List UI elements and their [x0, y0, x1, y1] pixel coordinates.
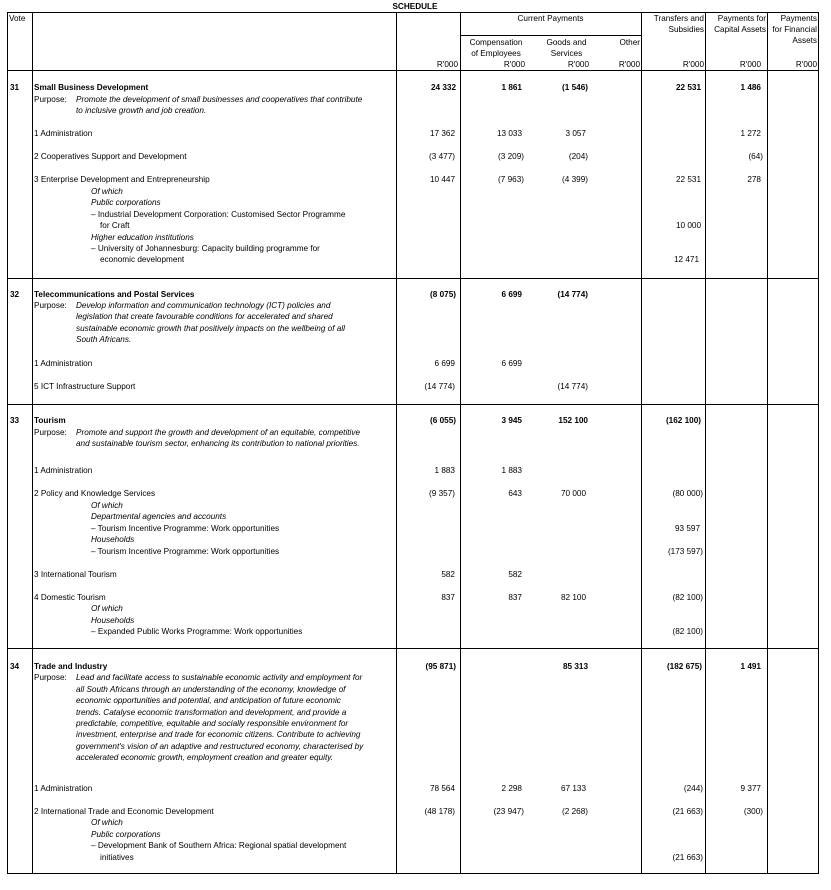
group-heading: Households	[91, 535, 135, 544]
cell-compensation: 2 298	[501, 784, 522, 793]
purpose-label: Purpose:	[34, 428, 67, 437]
cell-goods: (4 399)	[562, 175, 588, 184]
programme-label: 1 Administration	[34, 784, 93, 793]
purpose-text: legislation that create favourable conditions for accelerated and shared	[76, 312, 333, 321]
cell-transfers: 10 000	[675, 221, 701, 230]
header-bottom-border	[7, 70, 819, 71]
purpose-text: to inclusive growth and job creation.	[76, 106, 207, 115]
schedule-title: SCHEDULE	[392, 2, 438, 11]
cell-transfers: (21 663)	[672, 853, 703, 862]
unit-label: R'000	[567, 60, 589, 69]
of-which-label: Of which	[91, 187, 123, 196]
col-border	[32, 12, 33, 874]
col-border	[705, 12, 706, 874]
cell-transfers: (82 100)	[672, 627, 703, 636]
cell-compensation: (23 947)	[493, 807, 524, 816]
cell-total: 78 564	[429, 784, 455, 793]
cell-transfers: (173 597)	[667, 547, 703, 556]
cell-total: (9 357)	[429, 489, 455, 498]
vote-goods: 152 100	[558, 416, 588, 425]
programme-label: 2 Policy and Knowledge Services	[34, 489, 156, 498]
cell-goods: (14 774)	[557, 382, 588, 391]
goods-services-header: Services	[550, 49, 583, 58]
cell-transfers: (244)	[683, 784, 703, 793]
purpose-text: South Africans.	[76, 335, 132, 344]
capital-assets-header: Capital Assets	[714, 25, 766, 34]
vote-goods: (14 774)	[557, 290, 588, 299]
capital-assets-header: Payments for	[717, 14, 766, 23]
purpose-text: Promote and support the growth and development of an equitable, competitive	[76, 428, 361, 437]
vote-goods: (1 546)	[562, 83, 588, 92]
cell-capital: (64)	[748, 152, 763, 161]
purpose-label: Purpose:	[34, 301, 67, 310]
detail-line: – Tourism Incentive Programme: Work opportunities	[91, 524, 280, 533]
cell-goods: 3 057	[565, 129, 586, 138]
vote-transfers: (182 675)	[666, 662, 702, 671]
col-border	[818, 12, 819, 874]
cell-goods: 67 133	[560, 784, 586, 793]
cell-capital: (300)	[743, 807, 763, 816]
detail-line: – Expanded Public Works Programme: Work opportunities	[91, 627, 303, 636]
group-heading: Higher education institutions	[91, 233, 194, 242]
vote-total: (6 055)	[430, 416, 456, 425]
group-heading: Public corporations	[91, 198, 161, 207]
purpose-label: Purpose:	[34, 95, 67, 104]
unit-label: R'000	[618, 60, 640, 69]
vote-name: Tourism	[34, 416, 66, 425]
vote-number: 32	[10, 290, 20, 299]
cell-total: 582	[441, 570, 455, 579]
vote-number: 31	[10, 83, 20, 92]
cell-goods: (2 268)	[562, 807, 588, 816]
cell-total: (48 178)	[424, 807, 455, 816]
detail-line: for Craft	[100, 221, 130, 230]
vote-number: 33	[10, 416, 20, 425]
vote-name: Trade and Industry	[34, 662, 108, 671]
col-border	[7, 12, 8, 874]
vote-compensation: 1 861	[501, 83, 522, 92]
purpose-text: economic opportunities and potential, and anticipation of future economic	[76, 696, 341, 705]
vote-name: Small Business Development	[34, 83, 149, 92]
vote-header: Vote	[9, 14, 26, 23]
table-bottom-border	[7, 873, 819, 874]
cell-compensation: 837	[508, 593, 522, 602]
of-which-label: Of which	[91, 501, 123, 510]
group-heading: Departmental agencies and accounts	[91, 512, 227, 521]
cell-capital: 9 377	[740, 784, 761, 793]
cell-transfers: 22 531	[675, 175, 701, 184]
cell-total: (14 774)	[424, 382, 455, 391]
programme-label: 2 International Trade and Economic Development	[34, 807, 214, 816]
transfers-header: Subsidies	[668, 25, 704, 34]
detail-line: economic development	[100, 255, 185, 264]
vote-name: Telecommunications and Postal Services	[34, 290, 195, 299]
vote-transfers: (162 100)	[665, 416, 701, 425]
detail-line: – Development Bank of Southern Africa: Regional spatial development	[91, 841, 347, 850]
vote-total: (95 871)	[425, 662, 456, 671]
cell-total: 10 447	[429, 175, 455, 184]
detail-line: initiatives	[100, 853, 134, 862]
cell-compensation: 1 883	[501, 466, 522, 475]
cell-total: 6 699	[434, 359, 455, 368]
unit-label: R'000	[503, 60, 525, 69]
group-heading: Public corporations	[91, 830, 161, 839]
vote-transfers: 22 531	[675, 83, 701, 92]
purpose-text: Develop information and communication technology (ICT) policies and	[76, 301, 331, 310]
vote-compensation: 6 699	[501, 290, 522, 299]
cell-goods: 70 000	[560, 489, 586, 498]
purpose-text: and sustainable tourism sector, enhancing its contribution to national priorities.	[76, 439, 360, 448]
vote-separator	[7, 278, 819, 279]
vote-goods: 85 313	[562, 662, 588, 671]
cell-goods: 82 100	[560, 593, 586, 602]
goods-services-header: Goods and	[546, 38, 587, 47]
purpose-text: Lead and facilitate access to sustainable economic activity and employment for	[76, 673, 363, 682]
purpose-label: Purpose:	[34, 673, 67, 682]
cell-transfers: (80 000)	[672, 489, 703, 498]
programme-label: 3 Enterprise Development and Entrepreneurship	[34, 175, 210, 184]
cell-compensation: 643	[508, 489, 522, 498]
cell-capital: 1 272	[740, 129, 761, 138]
compensation-header: of Employees	[471, 49, 521, 58]
cell-total: (3 477)	[429, 152, 455, 161]
vote-separator	[7, 648, 819, 649]
cell-compensation: (3 209)	[498, 152, 524, 161]
cell-transfers: (21 663)	[672, 807, 703, 816]
vote-capital: 1 486	[740, 83, 761, 92]
compensation-header: Compensation	[469, 38, 523, 47]
purpose-text: trends. Catalyse economic transformation and development, and provide a	[76, 708, 347, 717]
other-header: Other	[619, 38, 640, 47]
programme-label: 5 ICT Infrastructure Support	[34, 382, 136, 391]
financial-assets-header: Assets	[792, 36, 817, 45]
cell-transfers: (82 100)	[672, 593, 703, 602]
programme-label: 4 Domestic Tourism	[34, 593, 106, 602]
detail-line: – University of Johannesburg: Capacity building programme for	[91, 244, 320, 253]
of-which-label: Of which	[91, 818, 123, 827]
unit-label: R'000	[795, 60, 817, 69]
purpose-text: government's vision of an adaptive and restructured economy, characterised by	[76, 742, 364, 751]
of-which-label: Of which	[91, 604, 123, 613]
purpose-text: predictable, competitive, equitable and socially responsible environment for	[76, 719, 349, 728]
col-border	[396, 12, 397, 874]
current-payments-header: Current Payments	[517, 14, 584, 23]
transfers-header: Transfers and	[653, 14, 704, 23]
current-payments-underline	[460, 35, 641, 36]
purpose-text: sustainable economic growth that positively impacts on the wellbeing of all	[76, 324, 345, 333]
purpose-text: Promote the development of small businesses and cooperatives that contribute	[76, 95, 363, 104]
cell-total: 17 362	[429, 129, 455, 138]
cell-total: 1 883	[434, 466, 455, 475]
unit-label: R'000	[739, 60, 761, 69]
detail-line: – Industrial Development Corporation: Customised Sector Programme	[91, 210, 346, 219]
vote-total: (8 075)	[430, 290, 456, 299]
vote-capital: 1 491	[740, 662, 761, 671]
vote-compensation: 3 945	[501, 416, 522, 425]
vote-total: 24 332	[430, 83, 456, 92]
col-border	[460, 12, 461, 874]
purpose-text: all South Africans through an understanding of the economy, knowledge of	[76, 685, 346, 694]
programme-label: 1 Administration	[34, 466, 93, 475]
unit-label: R'000	[436, 60, 458, 69]
unit-label: R'000	[682, 60, 704, 69]
purpose-text: investment, enterprise and trade for economic citizens. Contribute to achieving	[76, 730, 361, 739]
cell-compensation: 6 699	[501, 359, 522, 368]
programme-label: 1 Administration	[34, 359, 93, 368]
cell-compensation: 13 033	[496, 129, 522, 138]
cell-total: 837	[441, 593, 455, 602]
cell-transfers: 93 597	[674, 524, 700, 533]
cell-transfers: 12 471	[673, 255, 699, 264]
vote-separator	[7, 404, 819, 405]
cell-goods: (204)	[568, 152, 588, 161]
vote-number: 34	[10, 662, 20, 671]
col-border	[767, 12, 768, 874]
programme-label: 1 Administration	[34, 129, 93, 138]
col-border	[641, 12, 642, 874]
detail-line: – Tourism Incentive Programme: Work opportunities	[91, 547, 280, 556]
cell-compensation: 582	[508, 570, 522, 579]
programme-label: 2 Cooperatives Support and Development	[34, 152, 187, 161]
programme-label: 3 International Tourism	[34, 570, 117, 579]
financial-assets-header: for Financial	[772, 25, 817, 34]
purpose-text: accelerated economic growth, employment creation and greater equity.	[76, 753, 333, 762]
cell-compensation: (7 963)	[498, 175, 524, 184]
cell-capital: 278	[747, 175, 761, 184]
group-heading: Households	[91, 616, 135, 625]
financial-assets-header: Payments	[780, 14, 817, 23]
